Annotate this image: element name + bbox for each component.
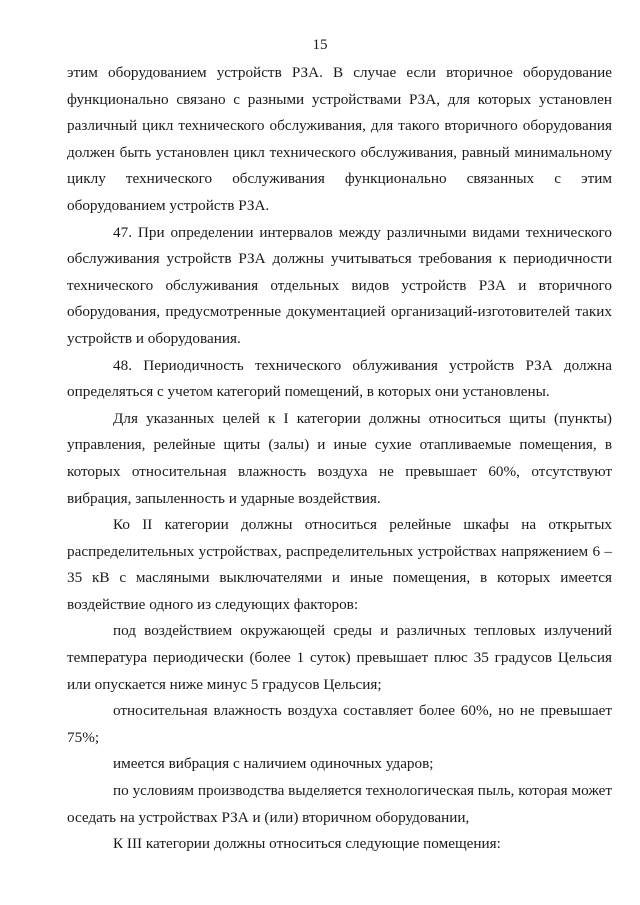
document-body bbox=[67, 60, 612, 858]
paragraph-factor-vibration: имеется вибрация с наличием одиночных ударов; bbox=[113, 755, 434, 773]
paragraph-category-3: К III категории должны относиться следующие помещения: bbox=[113, 835, 501, 853]
paragraph-factor-dust: по условиям производства выделяется технологическая пыль, которая может оседать на устройствах РЗА и (или) вторичном оборудовании, bbox=[67, 782, 612, 826]
paragraph-category-1: Для указанных целей к I категории должны относиться щиты (пункты) управления, релейные щиты (залы) и иные сухие отапливаемые помещения, в которых относительная влажность воздуха не превышает 60%, отсутствуют вибрация, запыленность и ударные воздействия. bbox=[67, 409, 612, 507]
paragraph-item-48: 48. Периодичность технического облуживания устройств РЗА должна определяться с учетом категорий помещений, в которых они установлены. bbox=[67, 356, 612, 401]
paragraph-item-47: 47. При определении интервалов между различными видами технического обслуживания устройств РЗА должны учитываться требования к периодичности технического обслуживания отдельных видов устройств РЗА и вторичного оборудования, предусмотренные документацией организаций-изготовителей таких устройств и оборудования. bbox=[67, 223, 612, 347]
paragraph-category-2: Ко II категории должны относиться релейные шкафы на открытых распределительных устройствах, распределительных устройствах напряжением 6 – 35 кВ с масляными выключателями и иные помещения, в которых имеется воздействие одного из следующих факторов: bbox=[67, 516, 612, 613]
page-number: 15 bbox=[312, 37, 328, 53]
paragraph-factor-temperature: под воздействием окружающей среды и различных тепловых излучений температура периодически (более 1 суток) превышает плюс 35 градусов Цельсия или опускается ниже минус 5 градусов Цельсия; bbox=[67, 622, 612, 693]
paragraph-factor-humidity: относительная влажность воздуха составляет более 60%, но не превышает 75%; bbox=[67, 702, 612, 746]
paragraph-continuation: этим оборудованием устройств РЗА. В случае если вторичное оборудование функционально связано с разными устройствами РЗА, для которых установлен различный цикл технического обслуживания, для такого вторичного оборудования должен быть установлен цикл технического обслуживания, равный минимальному циклу технического обслуживания функционально связанных с этим оборудованием устройств РЗА. bbox=[67, 64, 612, 214]
